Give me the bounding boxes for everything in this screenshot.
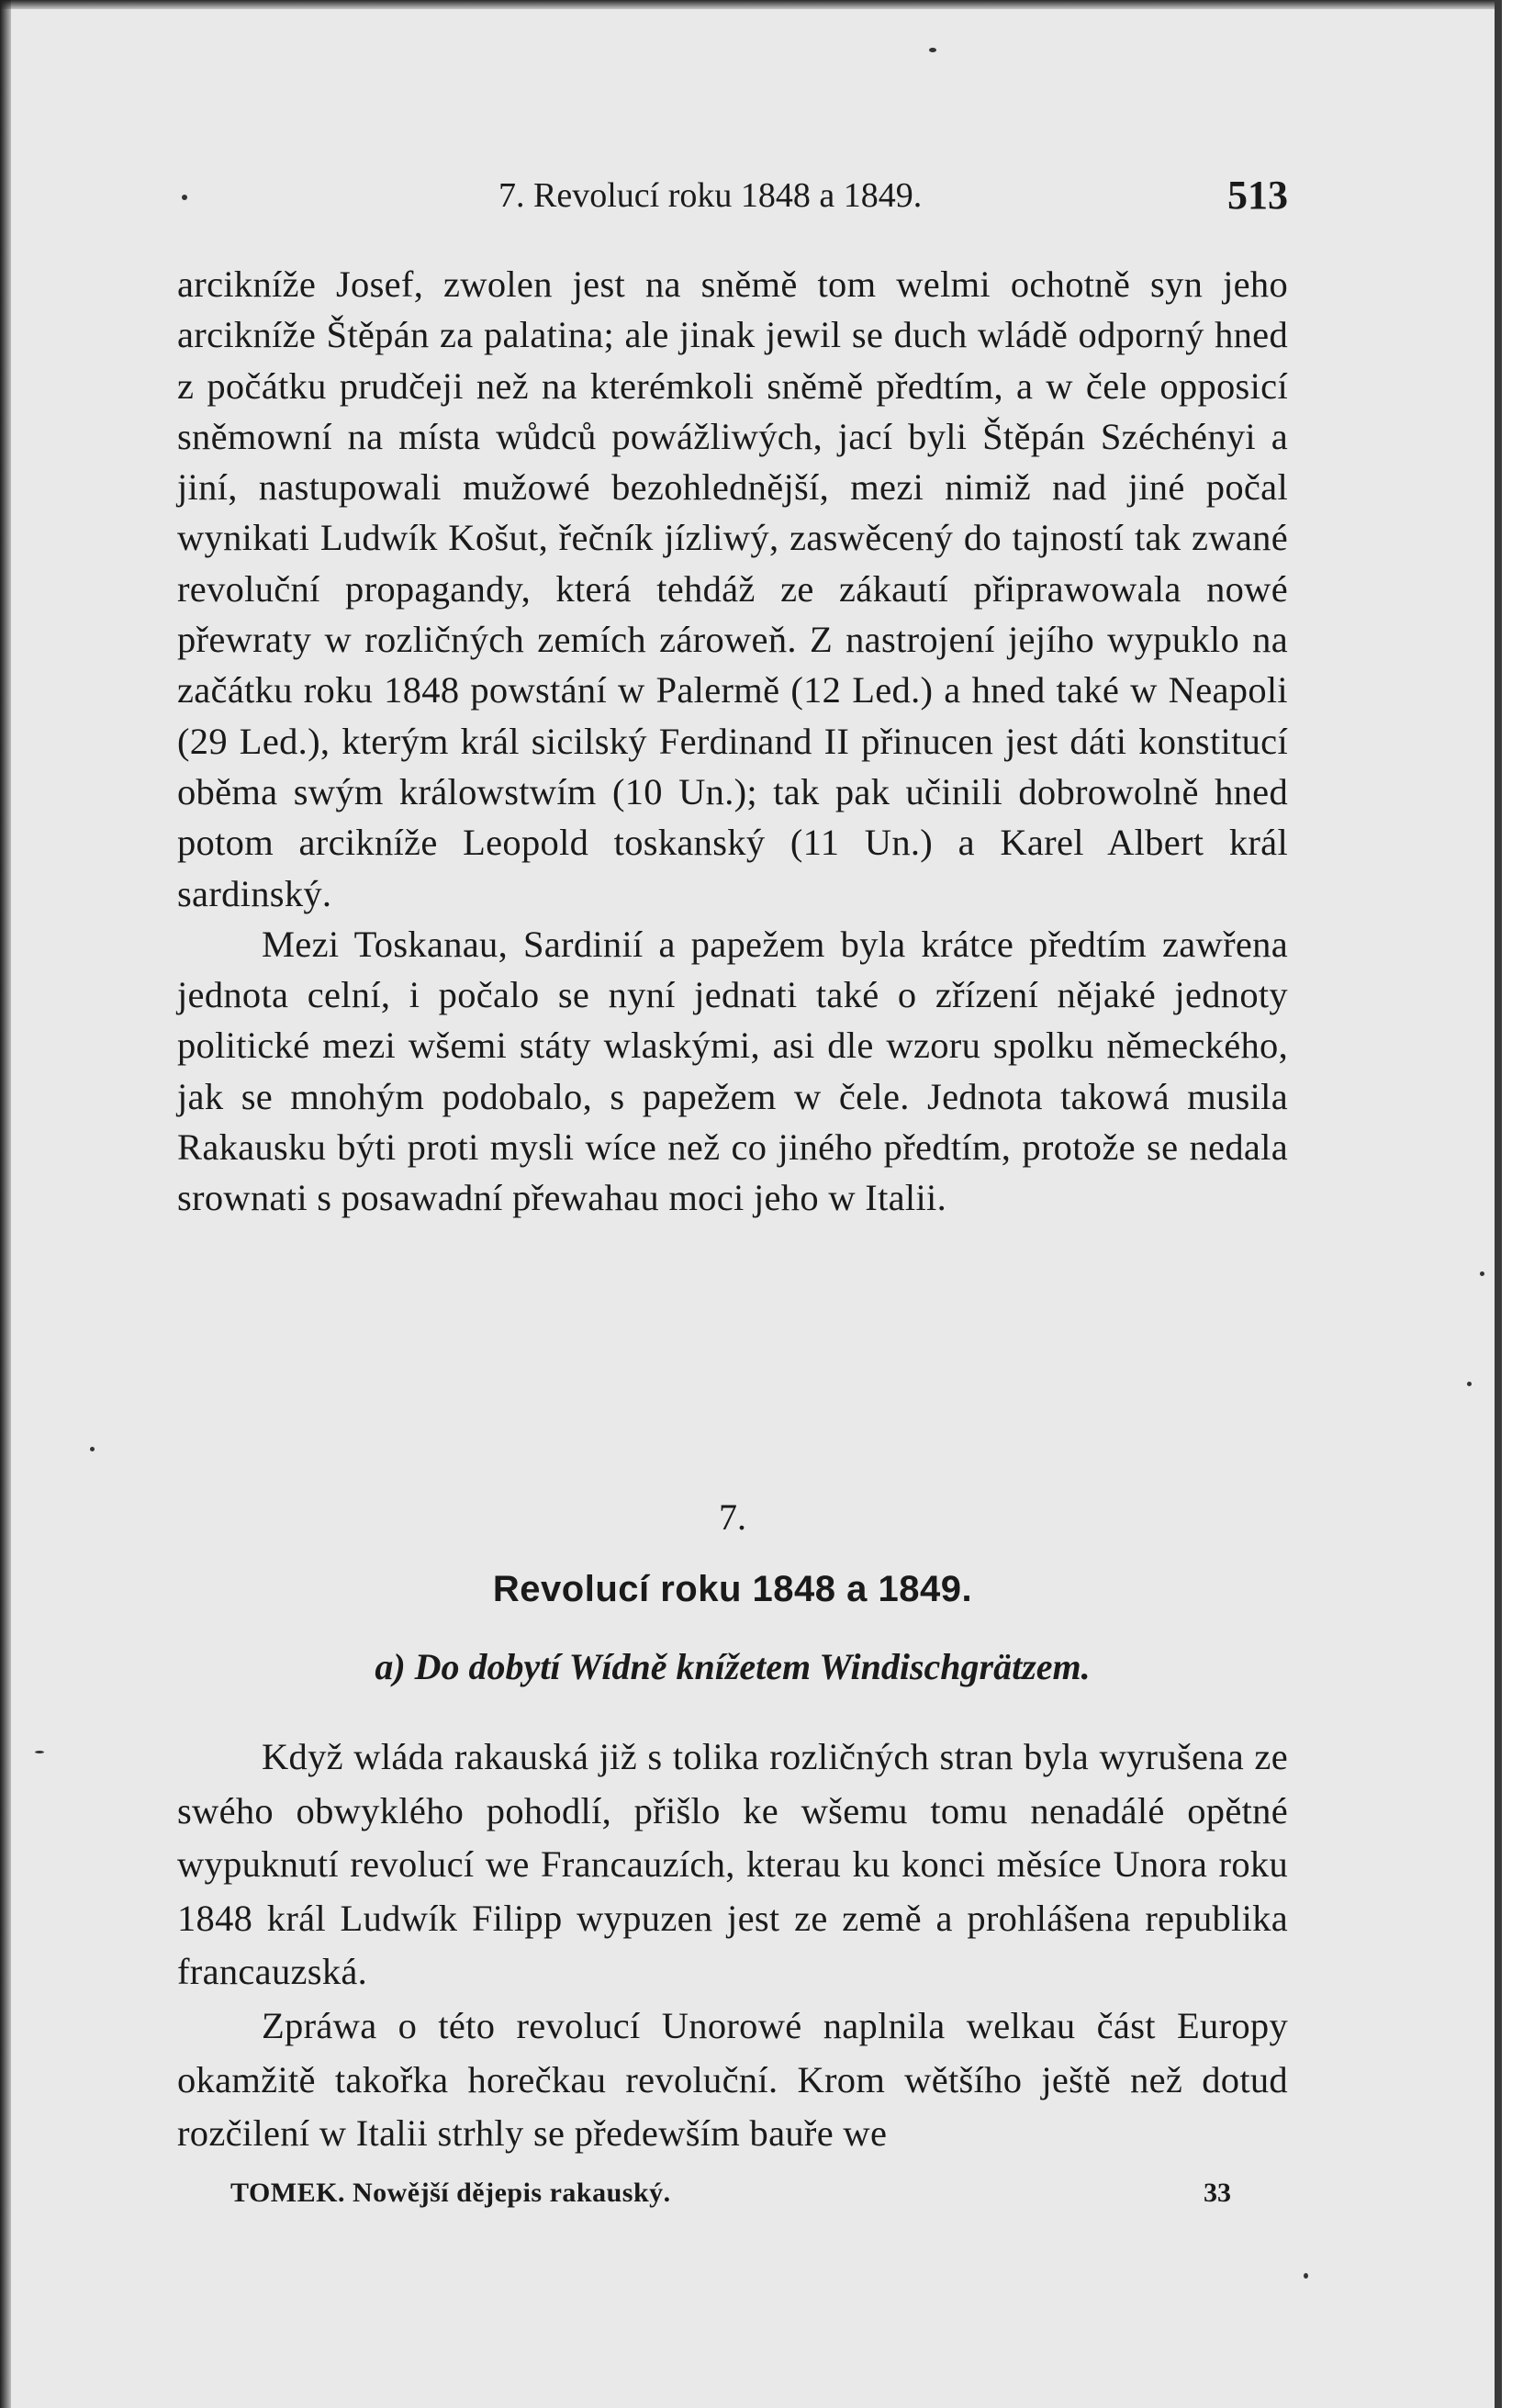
scan-top-edge	[0, 0, 1502, 9]
running-head	[177, 173, 1288, 218]
scan-right-edge	[1495, 0, 1502, 2408]
paragraph: Když wláda rakauská již s tolika rozličných stran byla wyrušena ze swého obwyklého pohodlí, přišlo ke wšemu tomu nenadálé opětné wypuknutí revolucí we Francauzích, kterau ku konci měsíce Unora roku 1848 král Ludwík Filipp wypuzen jest ze země a prohlášena republika francauzská.	[177, 1736, 1288, 1993]
subsection-title: a) Do dobytí Wídně knížetem Windischgrätzem.	[375, 1646, 1091, 1687]
paragraph: Zpráwa o této revolucí Unorowé naplnila welkau část Europy okamžitě takořka horečkau revoluční. Krom wětšího ještě než dotud rozčilení w Italii strhly se předewším bauře we	[177, 2004, 1288, 2155]
section-number: 7.	[719, 1496, 746, 1538]
running-head-title: 7. Revolucí roku 1848 a 1849.	[498, 176, 923, 215]
main-text-bottom	[177, 1730, 1288, 2161]
white-margin	[1502, 0, 1523, 2408]
scan-left-edge	[0, 0, 11, 2408]
main-text-top	[177, 259, 1288, 1224]
footer-signature: TOMEK. Nowější dějepis rakauský.	[230, 2178, 671, 2208]
section-title: Revolucí roku 1848 a 1849.	[492, 1569, 973, 1609]
footer-sheet-number: 33	[1204, 2178, 1231, 2208]
page-footer	[230, 2170, 1231, 2216]
paragraph: arcikníže Josef, zwolen jest na sněmě tom welmi ochotně syn jeho arcikníže Štěpán za palatina; ale jinak jewil se duch wládě odporný hned z počátku prudčeji než na kterémkoli sněmě předtím, a w čele opposicí sněmowní na místa wůdců powážliwých, jací byli Štěpán Széchényi a jiní, nastupowali mužowé bezohlednější, mezi nimiž nad jiné počal wynikati Ludwík Košut, řečník jízliwý, zaswěcený do tajností tak zwané revoluční propagandy, která tehdáž ze zákautí připrawowala nowé přewraty w rozličných zemích zároweň. Z nastrojení jejího wypuklo na začátku roku 1848 powstání w Palermě (12 Led.) a hned také w Neapoli (29 Led.), kterým král sicilský Ferdinand II přinucen jest dáti konstitucí oběma swým králowstwím (10 Un.); tak pak učinili dobrowolně hned potom arcikníže Leopold toskanský (11 Un.) a Karel Albert král sardinský.	[177, 263, 1288, 914]
page-number: 513	[1227, 173, 1288, 218]
paragraph: Mezi Toskanau, Sardinií a papežem byla krátce předtím zawřena jednota celní, i počalo se nyní jednati také o zřízení nějaké jednoty politické mezi wšemi státy wlaskými, asi dle wzoru spolku německého, jak se mnohým podobalo, s papežem w čele. Jednota takowá musila Rakausku býti proti mysli wíce než co jiného předtím, protože se nedala srownati s posawadní přewahau moci jeho w Italii.	[177, 923, 1288, 1219]
